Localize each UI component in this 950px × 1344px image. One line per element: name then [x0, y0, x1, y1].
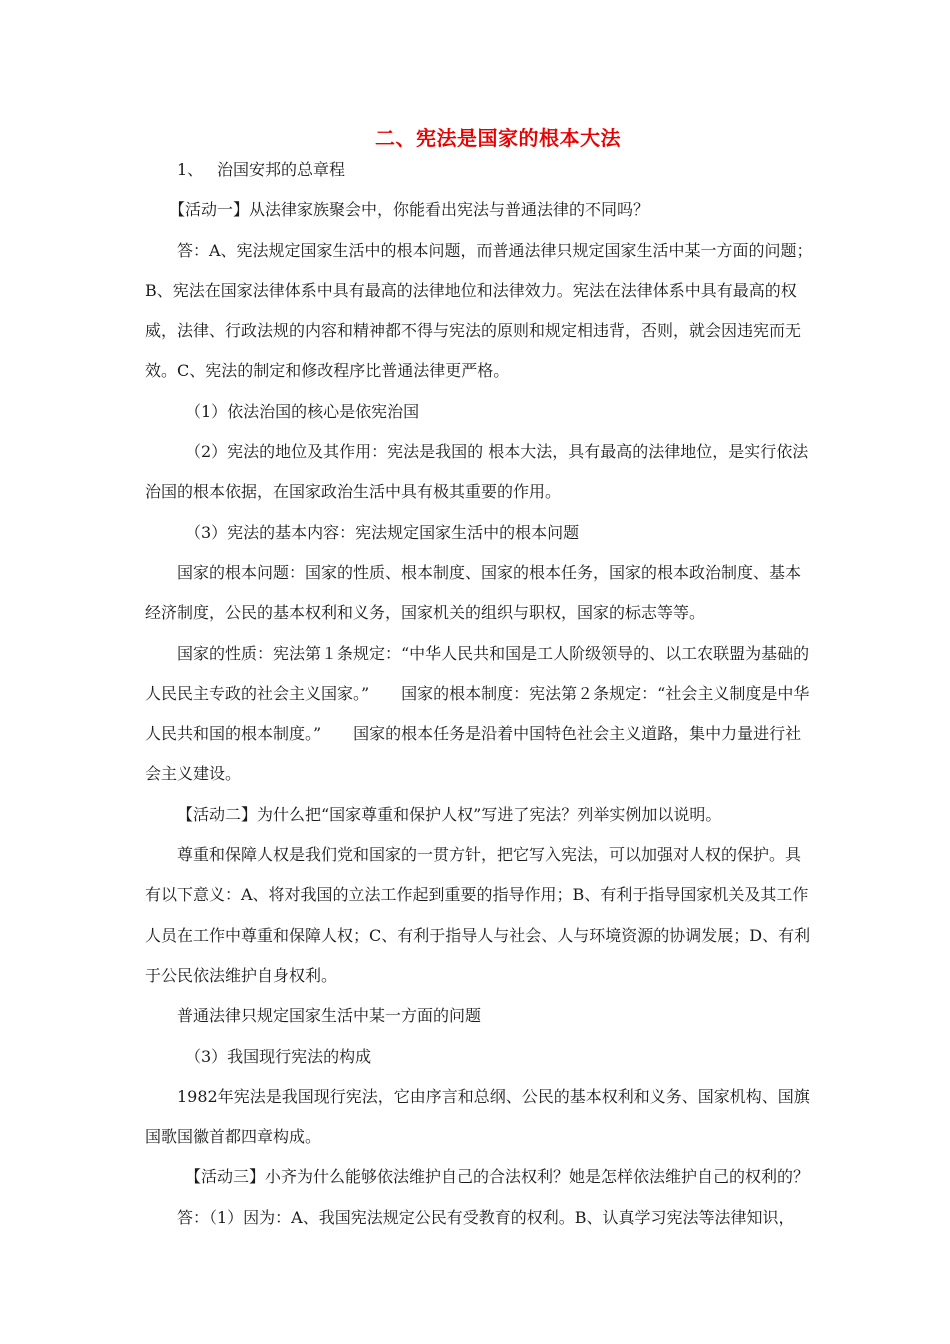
activity-three-answer: 答：（1）因为：A、我国宪法规定公民有受教育的权利。B、认真学习宪法等法律知识， [177, 1207, 795, 1227]
point-core-constitution: （1）依法治国的核心是依宪治国 [185, 401, 420, 421]
page-title: 二、宪法是国家的根本大法 [375, 126, 621, 150]
activity-two-question: 【活动二】为什么把“国家尊重和保护人权”写进了宪法？列举实例加以说明。 [177, 804, 722, 824]
point-current-constitution: （3）我国现行宪法的构成 [185, 1046, 372, 1066]
state-nature-paragraph: 国家的性质：宪法第１条规定：“中华人民共和国是工人阶级领导的、以工农联盟为基础的人民民主专政的社会主义国家。” 国家的根本制度：宪法第２条规定：“社会主义制度是中华人民共和国的根本制度。” 国家的根本任务是沿着中国特色社会主义道路，集中力量进行社会主义建设。 [145, 643, 810, 784]
activity-one-answer: 答：A、宪法规定国家生活中的根本问题，而普通法律只规定国家生活中某一方面的问题；B、宪法在国家法律体系中具有最高的法律地位和法律效力。宪法在法律体系中具有最高的权威，法律、行政法规的内容和精神都不得与宪法的原则和规定相违背，否则，就会因违宪而无效。C、宪法的制定和修改程序比普通法律更严格。 [145, 240, 813, 381]
section-number: 1、 [177, 160, 204, 179]
ordinary-law-note: 普通法律只规定国家生活中某一方面的问题 [177, 1006, 482, 1026]
activity-two-answer: 尊重和保障人权是我们党和国家的一贯方针，把它写入宪法，可以加强对人权的保护。具有以下意义：A、将对我国的立法工作起到重要的指导作用；B、有利于指导国家机关及其工作人员在工作中尊重和保障人权；C、有利于指导人与社会、人与环境资源的协调发展；D、有利于公民依法维护自身权利。 [145, 845, 811, 985]
point-status-role: （2）宪法的地位及其作用：宪法是我国的 根本大法，具有最高的法律地位，是实行依法治国的根本依据，在国家政治生活中具有极其重要的作用。 [145, 442, 809, 502]
fundamental-issues-paragraph: 国家的根本问题：国家的性质、根本制度、国家的根本任务，国家的根本政治制度、基本经济制度，公民的基本权利和义务，国家机关的组织与职权，国家的标志等等。 [145, 562, 802, 623]
constitution-1982-paragraph: 1982年宪法是我国现行宪法，它由序言和总纲、公民的基本权利和义务、国家机构、国旗国歌国徽首都四章构成。 [145, 1086, 810, 1147]
activity-one-question: 【活动一】从法律家族聚会中，你能看出宪法与普通法律的不同吗？ [169, 200, 650, 220]
section-heading-text: 治国安邦的总章程 [217, 160, 346, 179]
point-basic-content: （3）宪法的基本内容：宪法规定国家生活中的根本问题 [185, 522, 580, 542]
section-heading [145, 150, 815, 190]
activity-three-question: 【活动三】小齐为什么能够依法维护自己的合法权利？她是怎样依法维护自己的权利的？ [185, 1167, 810, 1187]
document-body [145, 150, 815, 1238]
